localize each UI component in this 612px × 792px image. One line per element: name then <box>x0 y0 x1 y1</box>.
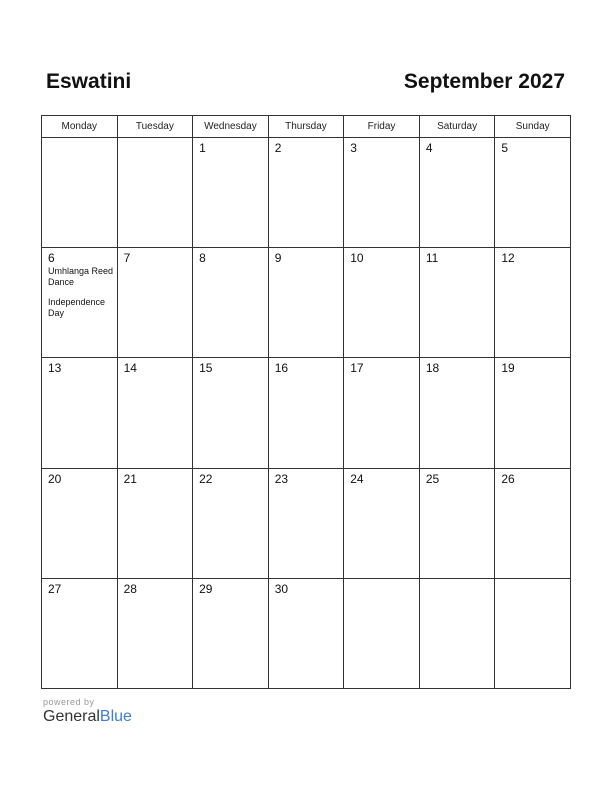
week-row-3 <box>42 358 571 468</box>
day-number: 22 <box>199 471 213 486</box>
day-number: 29 <box>199 581 213 596</box>
day-number: 23 <box>274 471 289 486</box>
day-cell <box>495 578 571 688</box>
day-number: 5 <box>501 141 509 155</box>
calendar-grid <box>41 115 571 689</box>
weekday-wednesday: Wednesday <box>193 116 269 138</box>
day-number: 25 <box>425 471 440 486</box>
day-number: 2 <box>274 141 282 155</box>
day-number <box>118 138 193 141</box>
weekday-friday: Friday <box>344 116 420 138</box>
day-number: 24 <box>350 471 364 486</box>
day-number: 8 <box>199 251 206 266</box>
weekday-sunday: Sunday <box>495 116 571 138</box>
day-cell <box>42 468 118 578</box>
day-cell <box>193 358 269 468</box>
holiday-umhlanga-reed-dance: Umhlanga Reed Dance <box>48 266 114 288</box>
day-cell <box>344 248 420 358</box>
day-number: 21 <box>123 471 137 486</box>
day-number: 30 <box>274 581 289 596</box>
day-number: 7 <box>123 251 131 266</box>
week-row-1 <box>42 138 571 248</box>
powered-by-label: powered by <box>43 697 95 707</box>
day-cell <box>419 468 495 578</box>
footer-branding <box>43 697 132 726</box>
day-cell <box>495 138 571 248</box>
day-cell <box>117 578 193 688</box>
day-number <box>344 579 419 582</box>
day-cell <box>344 138 420 248</box>
day-cell <box>495 248 571 358</box>
day-number: 12 <box>501 251 515 266</box>
day-cell <box>42 578 118 688</box>
day-cell <box>495 468 571 578</box>
day-cell <box>117 248 193 358</box>
day-number: 18 <box>425 361 440 376</box>
day-cell <box>193 468 269 578</box>
day-cell <box>117 138 193 248</box>
weekday-header-row <box>42 116 571 138</box>
week-row-5 <box>42 578 571 688</box>
day-cell <box>419 138 495 248</box>
day-cell <box>42 248 118 358</box>
day-cell <box>268 358 344 468</box>
day-cell <box>344 578 420 688</box>
day-cell <box>419 578 495 688</box>
brand-general-text: General <box>43 708 100 725</box>
day-number: 28 <box>123 581 137 596</box>
week-row-2 <box>42 248 571 358</box>
day-number: 26 <box>501 471 515 486</box>
day-cell <box>117 358 193 468</box>
day-cell <box>193 578 269 688</box>
day-number: 15 <box>199 361 213 376</box>
generalblue-logo[interactable] <box>43 708 132 726</box>
day-cell <box>419 358 495 468</box>
day-number: 9 <box>274 251 282 266</box>
weekday-saturday: Saturday <box>419 116 495 138</box>
day-cell <box>42 138 118 248</box>
day-cell <box>268 138 344 248</box>
day-number <box>420 579 495 582</box>
day-cell <box>42 358 118 468</box>
brand-blue-text: Blue <box>99 708 132 725</box>
day-number: 17 <box>350 361 364 376</box>
holiday-independence-day: Independence Day <box>48 297 106 319</box>
day-cell <box>117 468 193 578</box>
month-year-title: September 2027 <box>403 70 565 93</box>
day-cell <box>268 468 344 578</box>
day-number: 27 <box>48 581 62 596</box>
weekday-monday: Monday <box>42 116 118 138</box>
day-number: 13 <box>48 361 62 376</box>
day-cell <box>344 468 420 578</box>
day-number: 4 <box>425 141 433 155</box>
day-cell <box>495 358 571 468</box>
country-title: Eswatini <box>46 70 132 93</box>
day-number: 11 <box>425 251 439 266</box>
day-number: 20 <box>48 471 62 486</box>
day-number: 16 <box>274 361 289 376</box>
weekday-thursday: Thursday <box>268 116 344 138</box>
day-number <box>42 138 117 141</box>
day-number: 1 <box>199 141 206 155</box>
day-cell <box>193 138 269 248</box>
day-cell <box>419 248 495 358</box>
day-cell <box>268 248 344 358</box>
day-number: 14 <box>123 361 137 376</box>
day-number: 3 <box>350 141 357 155</box>
day-number: 6 <box>48 251 55 266</box>
weekday-tuesday: Tuesday <box>117 116 193 138</box>
day-number: 19 <box>501 361 515 376</box>
day-number <box>495 579 570 582</box>
day-cell <box>193 248 269 358</box>
week-row-4 <box>42 468 571 578</box>
day-number: 10 <box>350 251 364 266</box>
day-cell <box>344 358 420 468</box>
day-cell <box>268 578 344 688</box>
